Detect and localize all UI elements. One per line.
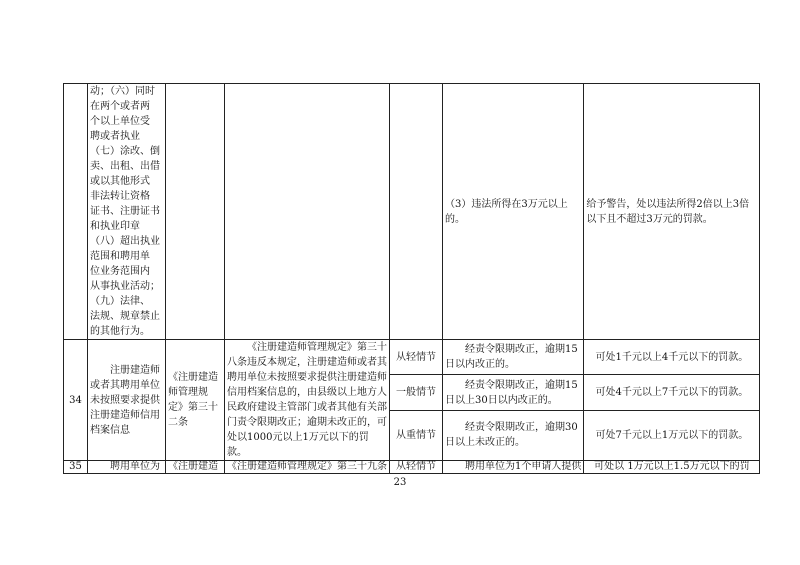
violation-line: （八）超出执业 [90,236,160,247]
circumstance-cell [390,461,443,474]
standard-text: 聘用单位为1个申请人提供 [465,461,582,472]
circumstance-cell: 从重情节 [390,410,443,460]
item-number: 34 [64,340,88,461]
standard-cell: 经责令限期改正，逾期15日以上30日以内改正的。 [443,375,584,410]
violation-cell: 注册建造师或者其聘用单位未按照要求提供注册建造师信用档案信息 [88,340,166,461]
violation-line: 证书、注册证书 [90,206,160,217]
standard-cell [443,461,584,474]
basis-cell [166,84,225,340]
circumstance-cell: 从轻情节 [390,340,443,375]
violation-line: 非法转让资格 [90,191,150,202]
penalty-table [63,83,760,474]
item-number-cell [64,84,88,340]
violation-line: 范围和聘用单 [90,251,150,262]
result-cell: 可处7千元以上1万元以下的罚款。 [584,410,760,460]
violation-line: 个以上单位受 [90,116,150,127]
violation-cell [88,84,166,340]
standard-cell: （3）违法所得在3万元以上的。 [443,84,584,340]
violation-text [90,84,163,339]
result-cell [584,461,760,474]
basis-text: 《注册建造 [168,461,218,472]
result-cell: 可处4千元以上7千元以下的罚款。 [584,375,760,410]
standard-cell: 经责令限期改正，逾期30日以上未改正的。 [443,410,584,460]
violation-line: 位业务范围内 [90,266,150,277]
basis-cell: 《注册建造师管理规定》第三十二条 [166,340,225,461]
violation-line: 卖、出租、出借 [90,161,160,172]
violation-line: 聘或者执业 [90,131,140,142]
result-cell: 给予警告，处以违法所得2倍以上3倍以下且不超过3万元的罚款。 [584,84,760,340]
result-text: 可处以 1万元以上1.5万元以下的罚 [594,461,750,472]
violation-line: 和执业印章 [90,221,140,232]
basis-cell [166,461,225,474]
circumstance-text: 从轻情节 [396,461,436,472]
violation-line: （九）法律、 [90,296,150,307]
violation-line: 法规、规章禁止 [90,311,160,322]
violation-line: 或以其他形式 [90,176,150,187]
punishment-basis-cell [225,84,390,340]
violation-line: 从事执业活动； [90,281,160,292]
violation-line: （七）涂改、倒 [90,146,160,157]
standard-cell: 经责令限期改正，逾期15日以内改正的。 [443,340,584,375]
result-cell: 可处1千元以上4千元以下的罚款。 [584,340,760,375]
violation-line: 的其他行为。 [90,326,150,337]
violation-text: 聘用单位为 [110,461,160,472]
violation-line: 在两个或者两 [90,101,150,112]
table-row [64,340,760,375]
page-number: 23 [393,477,407,488]
continuation-row [64,84,760,340]
violation-cell [88,461,166,474]
punishment-basis-cell [225,461,390,474]
punishment-basis-cell: 《注册建造师管理规定》第三十八条违反本规定，注册建造师或者其聘用单位未按照要求提供注册建造师信用档案信息的，由县级以上地方人民政府建设主管部门或者其他有关部门责令限期改正；逾期未改正的，可处以1000元以上1万元以下的罚款。 [225,340,390,461]
item-number [64,461,88,474]
punishment-text: 《注册建造师管理规定》第三十九条 [227,461,387,472]
item-number-text: 35 [69,461,82,472]
circumstance-cell [390,84,443,340]
violation-line: 动；（六）同时 [90,86,155,97]
circumstance-cell: 一般情节 [390,375,443,410]
table-row [64,461,760,474]
